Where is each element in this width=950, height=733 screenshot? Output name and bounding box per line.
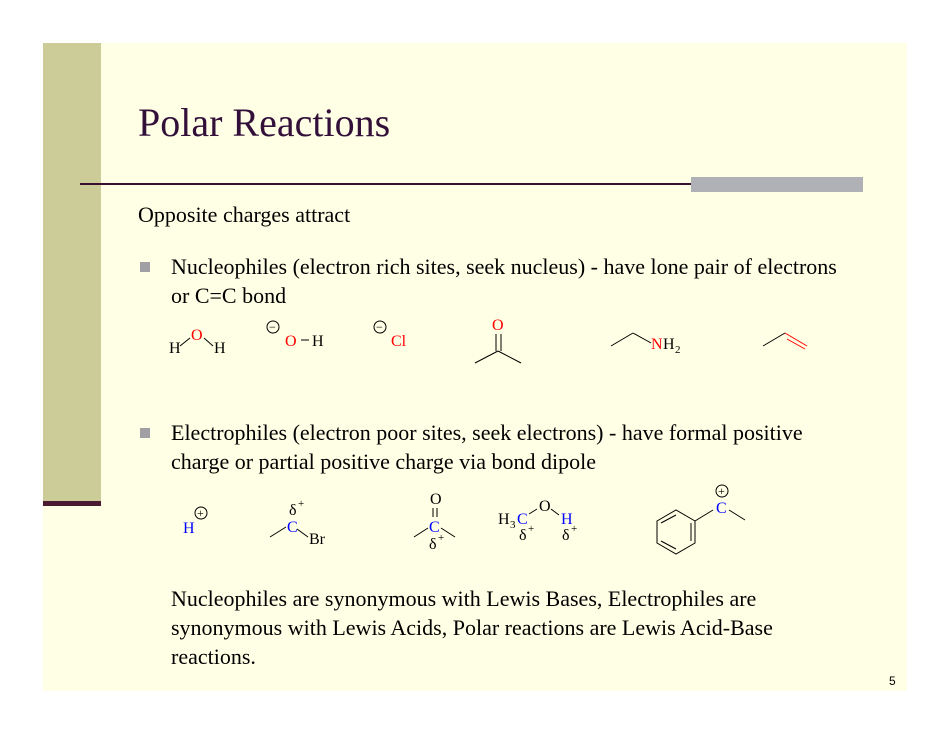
carbonyl-delta: δ xyxy=(429,536,437,553)
methanol-delta-carbon-sup: + xyxy=(528,523,535,535)
ethylamine-subscript: 2 xyxy=(675,344,681,356)
slide-title: Polar Reactions xyxy=(138,100,391,145)
water-h-right: H xyxy=(214,340,226,357)
carbocation-carbon: C xyxy=(716,500,727,517)
carbonyl-delta-sup: + xyxy=(438,532,445,544)
carbocation-charge: + xyxy=(718,484,725,498)
proton-charge: + xyxy=(197,506,204,520)
propene-molecule xyxy=(763,333,807,349)
methanol-delta-hydrogen-sup: + xyxy=(571,523,578,535)
molecule-structures xyxy=(43,43,907,691)
proton-hydrogen: H xyxy=(183,520,195,537)
intro-text: Opposite charges attract xyxy=(138,202,351,227)
ethylamine-molecule xyxy=(611,333,681,356)
water-h-left: H xyxy=(169,340,181,357)
acetone-molecule xyxy=(475,317,521,363)
summary-text: Nucleophiles are synonymous with Lewis Bases, Electrophiles are synonymous with Lewis Acids, Polar reactions are Lewis Acid-Base reactions. xyxy=(171,586,773,669)
slide xyxy=(43,43,907,691)
bullet-nucleophiles: Nucleophiles (electron rich sites, seek nucleus) - have lone pair of electrons or C=C bond xyxy=(171,254,837,308)
hydroxide-oxygen: O xyxy=(285,333,297,350)
carbonyl-carbon: C xyxy=(429,519,440,536)
chloride-ion xyxy=(374,320,407,350)
methanol-carbon: C xyxy=(517,511,528,528)
methanol-delta-hydrogen: δ xyxy=(562,527,570,544)
water-oxygen: O xyxy=(191,327,203,344)
proton xyxy=(183,506,207,537)
ethylamine-hydrogen: H xyxy=(663,336,675,353)
alkyl-bromide-carbon: C xyxy=(287,519,298,536)
water-molecule xyxy=(169,327,226,357)
benzylic-carbocation xyxy=(657,484,745,554)
hydroxide-ion xyxy=(267,320,324,350)
alkyl-bromide-delta-sup: + xyxy=(298,498,305,510)
methanol-delta-carbon: δ xyxy=(519,527,527,544)
methanol-molecule xyxy=(498,498,577,544)
carbonyl-molecule xyxy=(414,491,455,553)
methanol-subscript: 3 xyxy=(510,519,516,531)
ethylamine-nitrogen: N xyxy=(651,336,663,353)
acetone-oxygen: O xyxy=(492,317,504,334)
alkyl-bromide-bromine: Br xyxy=(309,531,325,548)
chloride-atom: Cl xyxy=(391,333,407,350)
hydroxide-charge: − xyxy=(269,320,276,334)
page-number: 5 xyxy=(889,674,896,688)
alkyl-bromide-delta: δ xyxy=(289,502,297,519)
methanol-h3: H xyxy=(498,511,510,528)
methanol-oxygen: O xyxy=(539,498,551,515)
methanol-hydrogen: H xyxy=(561,511,573,528)
alkyl-bromide-molecule xyxy=(270,498,326,548)
carbonyl-oxygen: O xyxy=(430,491,442,508)
chloride-charge: − xyxy=(376,320,383,334)
bullet-electrophiles: Electrophiles (electron poor sites, seek electrons) - have formal positive charge or partial positive charge via bond dipole xyxy=(171,420,803,474)
hydroxide-hydrogen: H xyxy=(312,333,324,350)
